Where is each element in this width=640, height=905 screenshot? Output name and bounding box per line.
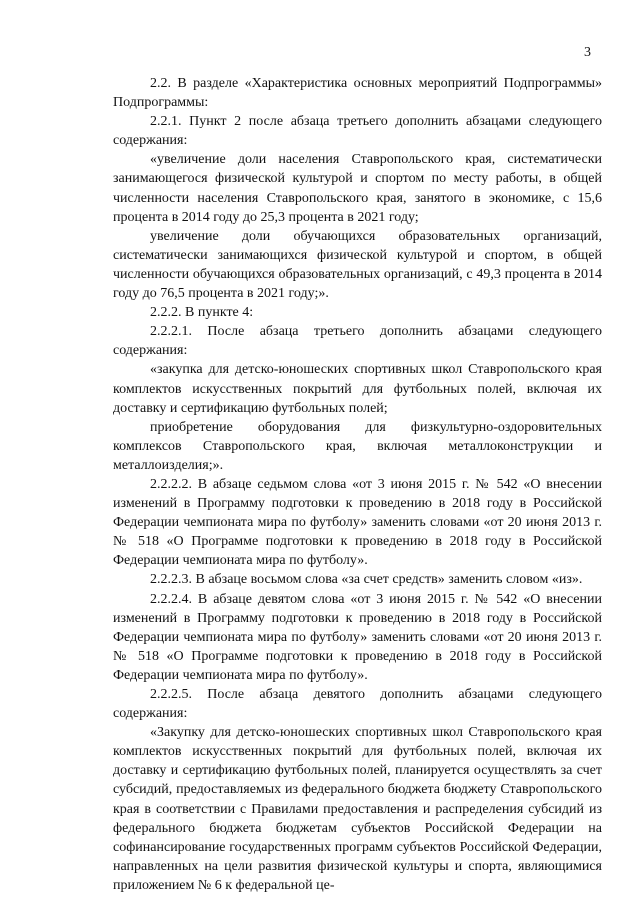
paragraph-quote-students: увеличение доли обучающихся образовательных организаций, систематически занимающихся физической культурой и спортом, в общей численности обучающихся образовательных организаций, с 49,3 процента в 2014 году до 76,5 процента в 2021 году;». [113,228,602,302]
paragraph-2-2-2: 2.2.2. В пункте 4: [150,305,254,321]
paragraph-2-2-2-2: 2.2.2.2. В абзаце седьмом слова «от 3 июня 2015 г. № 542 «О внесении изменений в Программу подготовки к проведению в 2018 году в Российской Федерации чемпионата мира по футболу» заменить словами «от 20 июня 2013 г. № 518 «О Программе подготовки к проведению в 2018 году в Российской Федерации чемпионата мира по футболу». [113,476,602,569]
paragraph-quote-funding: «Закупку для детско-юношеских спортивных школ Ставропольского края комплектов искусственных покрытий для футбольных полей, включая их доставку и сертификацию футбольных полей, планируется осуществлять за счет субсидий, предоставляемых из федерального бюджета бюджету Ставропольского края в соответствии с Правилами предоставления и распределения субсидий из федерального бюджета бюджетам субъектов Российской Федерации на софинансирование государственных программ субъектов Российской Федерации, направленных на цели развития физической культуры и спорта, являющимися приложением № 6 к федеральной це- [113,725,602,893]
paragraph-2-2-2-3: 2.2.2.3. В абзаце восьмом слова «за счет средств» заменить словом «из». [150,572,583,588]
paragraph-2-2-2-1: 2.2.2.1. После абзаца третьего дополнить абзацами следующего содержания: [113,324,602,359]
paragraph-2-2-2-5: 2.2.2.5. После абзаца девятого дополнить абзацами следующего содержания: [113,687,602,722]
paragraph-quote-sport-at-work: «увеличение доли населения Ставропольского края, систематически занимающегося физической культурой и спортом по месту работы, в общей численности населения Ставропольского края, занятого в экономике, с 15,6 процента в 2014 году до 25,3 процента в 2021 году; [113,152,602,225]
paragraph-quote-purchase: «закупка для детско-юношеских спортивных школ Ставропольского края комплектов искусственных покрытий для футбольных полей, включая их доставку и сертификацию футбольных полей; [113,362,602,416]
paragraph-2-2-2-4: 2.2.2.4. В абзаце девятом слова «от 3 июня 2015 г. № 542 «О внесении изменений в Программу подготовки к проведению в 2018 году в Российской Федерации чемпионата мира по футболу» заменить словами «от 20 июня 2013 г. № 518 «О Программе подготовки к проведению в 2018 году в Российской Федерации чемпионата мира по футболу». [113,591,602,683]
paragraph-quote-equipment: приобретение оборудования для физкультурно-оздоровительных комплексов Ставропольского края, включая металлоконструкции и металлоизделия;». [113,419,602,473]
paragraph-section-2-2: 2.2. В разделе «Характеристика основных мероприятий Подпрограммы» Подпрограммы: [113,76,602,111]
document-body [113,74,602,895]
paragraph-2-2-1: 2.2.1. Пункт 2 после абзаца третьего дополнить абзацами следующего содержания: [113,114,602,149]
page-number: 3 [584,45,591,60]
